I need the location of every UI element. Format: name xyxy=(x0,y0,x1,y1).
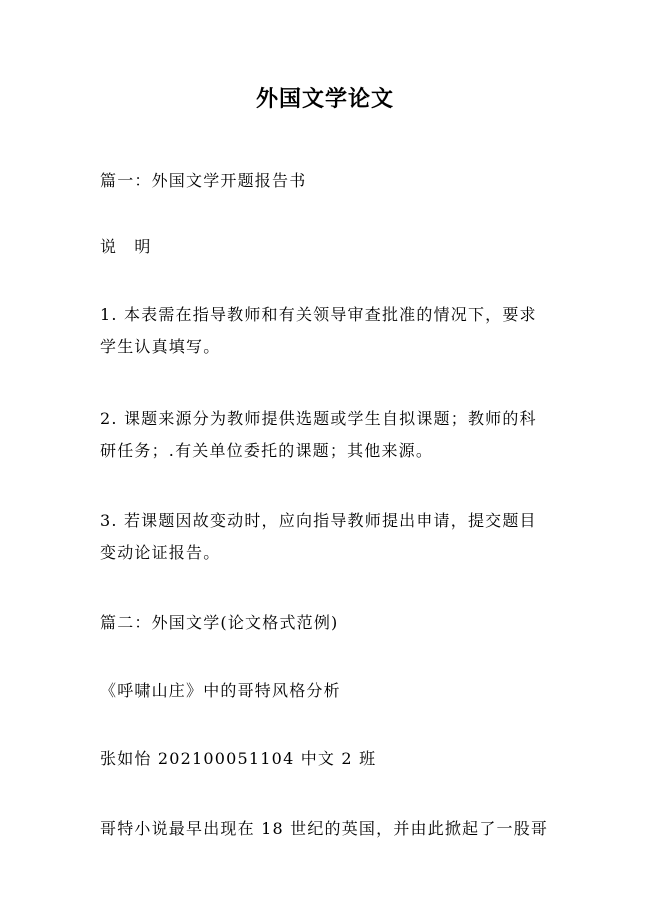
paper-title xyxy=(100,675,560,707)
document-title: 外国文学论文 xyxy=(255,87,394,112)
paragraph-line: 2. 课题来源分为教师提供选题或学生自拟课题；教师的科 xyxy=(100,409,537,428)
note-item-2 xyxy=(100,403,560,467)
paragraph-line: 篇二：外国文学(论文格式范例) xyxy=(100,613,339,632)
notes-heading xyxy=(100,231,560,263)
section-heading-2 xyxy=(100,607,560,639)
section-heading-1 xyxy=(100,165,560,197)
paragraph-line: 说 明 xyxy=(100,237,152,256)
paragraph-line: 《呼啸山庄》中的哥特风格分析 xyxy=(100,681,341,700)
paragraph-line: 张如怡 202100051104 中文 2 班 xyxy=(100,749,377,768)
paragraph-line: 1. 本表需在指导教师和有关领导审查批准的情况下，要求 xyxy=(100,305,537,324)
paragraph-line: 哥特小说最早出现在 18 世纪的英国，并由此掀起了一股哥 xyxy=(100,819,549,838)
paragraph-line: 3. 若课题因故变动时，应向指导教师提出申请，提交题目 xyxy=(100,511,537,530)
paragraph-line: 学生认真填写。 xyxy=(100,337,221,356)
note-item-3 xyxy=(100,505,560,569)
paragraph-line: 变动论证报告。 xyxy=(100,543,221,562)
paragraph-line: 研任务；.有关单位委托的课题；其他来源。 xyxy=(100,441,434,460)
note-item-1 xyxy=(100,299,560,363)
paragraph-line: 篇一：外国文学开题报告书 xyxy=(100,171,307,190)
body-paragraph xyxy=(100,813,560,845)
author-line xyxy=(100,743,560,775)
